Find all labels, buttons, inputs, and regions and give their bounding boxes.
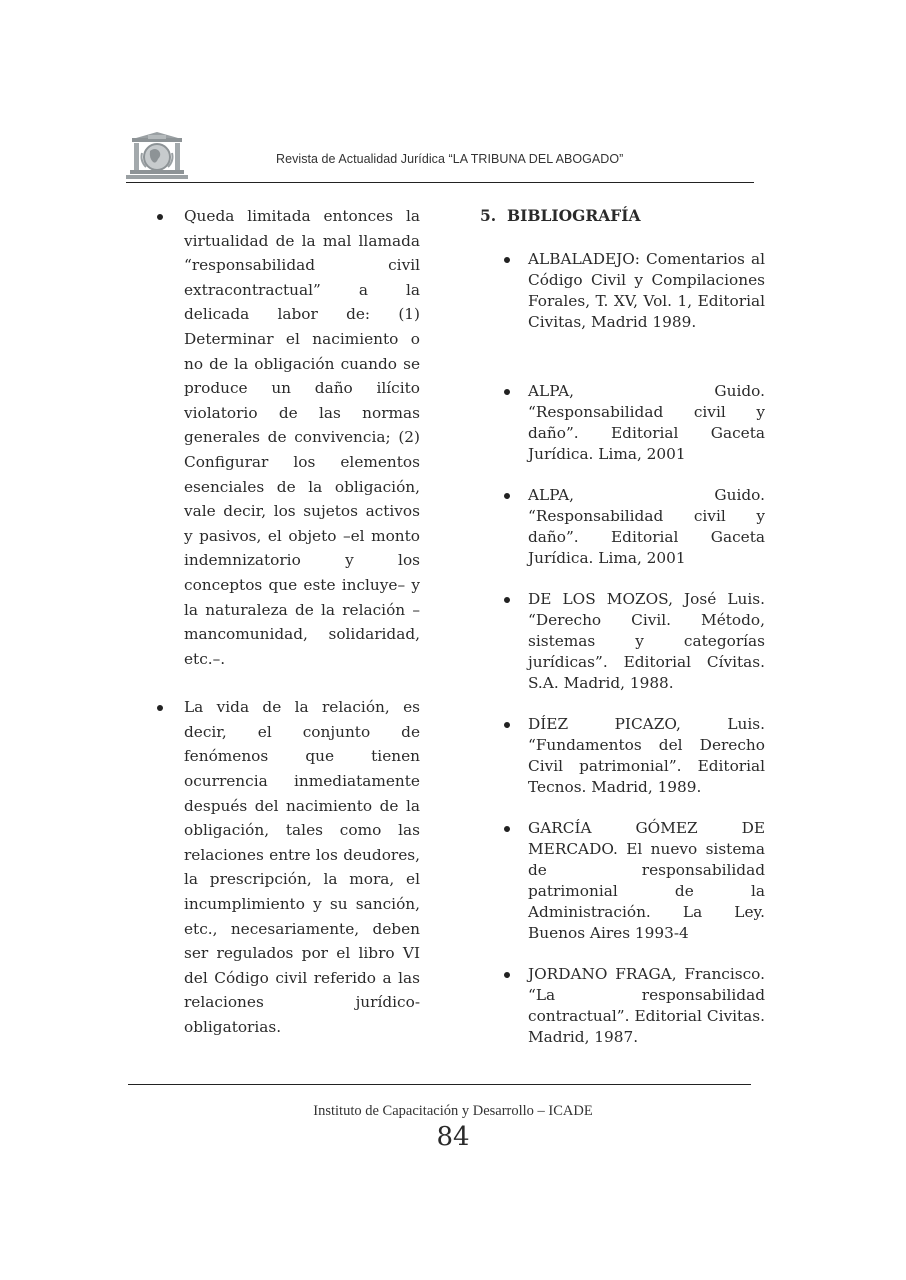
footer-institution: Instituto de Capacitación y Desarrollo – ICADE	[313, 1103, 593, 1119]
bibliography-list	[480, 249, 765, 1048]
reference-item	[480, 964, 765, 1048]
list-item	[152, 695, 420, 1039]
reference-text: DÍEZ PICAZO, Luis. “Fundamentos del Derecho Civil patrimonial”. Editorial Tecnos. Madrid, 1989.	[528, 714, 765, 796]
bullet-icon	[504, 597, 510, 603]
footer-divider	[128, 1084, 751, 1085]
right-column	[480, 204, 765, 1048]
bullet-icon	[504, 972, 510, 978]
reference-text: JORDANO FRAGA, Francisco. “La responsabilidad contractual”. Editorial Civitas. Madrid, 1987.	[528, 964, 765, 1046]
journal-title: Revista de Actualidad Jurídica “LA TRIBUNA DEL ABOGADO”	[276, 152, 624, 166]
icade-logo-icon	[126, 131, 188, 181]
bullet-icon	[157, 214, 163, 220]
reference-text: DE LOS MOZOS, José Luis. “Derecho Civil. Método, sistemas y categorías jurídicas”. Editorial Cívitas. S.A. Madrid, 1988.	[528, 589, 765, 692]
bullet-icon	[504, 722, 510, 728]
paragraph-text: La vida de la relación, es decir, el conjunto de fenómenos que tienen ocurrencia inmediatamente después del nacimiento de la obligación, tales como las relaciones entre los deudores, la prescripción, la mora, el incumplimiento y su sanción, etc., necesariamente, deben ser regulados por el libro VI del Código civil referido a las relaciones jurídico-obligatorias.	[184, 698, 420, 1036]
reference-text: GARCÍA GÓMEZ DE MERCADO. El nuevo sistema de responsabilidad patrimonial de la Administración. La Ley. Buenos Aires 1993-4	[528, 818, 765, 942]
reference-item	[480, 249, 765, 333]
bullet-icon	[504, 493, 510, 499]
header-divider	[126, 182, 754, 183]
section-heading	[480, 204, 765, 229]
bullet-icon	[504, 826, 510, 832]
page-number: 84	[436, 1122, 470, 1152]
reference-text: ALBALADEJO: Comentarios al Código Civil y Compilaciones Forales, T. XV, Vol. 1, Editorial Civitas, Madrid 1989.	[528, 249, 765, 331]
reference-text: ALPA, Guido. “Responsabilidad civil y daño”. Editorial Gaceta Jurídica. Lima, 2001	[528, 381, 765, 463]
list-item	[152, 204, 420, 671]
reference-item	[480, 818, 765, 944]
reference-item	[480, 714, 765, 798]
paragraph-text: Queda limitada entonces la virtualidad de la mal llamada “responsabilidad civil extracontractual” a la delicada labor de: (1) Determinar el nacimiento o no de la obligación cuando se produce un daño ilícito violatorio de las normas generales de convivencia; (2) Configurar los elementos esenciales de la obligación, vale decir, los sujetos activos y pasivos, el objeto –el monto indemnizatorio y los conceptos que este incluye– y la naturaleza de la relación –mancomunidad, solidaridad, etc.–.	[184, 207, 420, 668]
reference-item	[480, 589, 765, 694]
section-number: 5.	[480, 206, 497, 225]
left-column	[152, 204, 420, 1040]
reference-item	[480, 381, 765, 465]
section-title: BIBLIOGRAFÍA	[507, 206, 641, 225]
bullet-icon	[157, 705, 163, 711]
bullet-icon	[504, 257, 510, 263]
reference-text: ALPA, Guido. “Responsabilidad civil y daño”. Editorial Gaceta Jurídica. Lima, 2001	[528, 485, 765, 567]
reference-item	[480, 485, 765, 569]
left-bullet-list	[152, 204, 420, 1040]
bullet-icon	[504, 389, 510, 395]
